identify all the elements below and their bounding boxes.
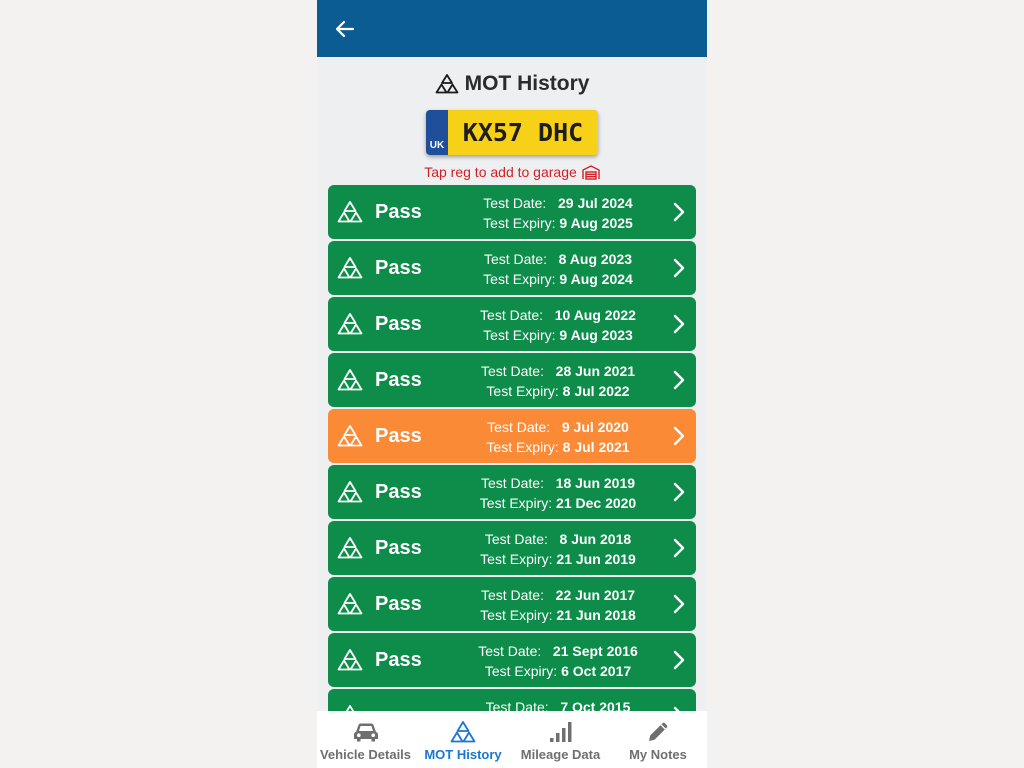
plate-registration: KX57 DHC xyxy=(462,118,584,147)
test-expiry-value: 21 Jun 2018 xyxy=(556,607,636,623)
app-screen xyxy=(317,0,707,768)
test-expiry-value: 21 Dec 2020 xyxy=(556,495,637,511)
test-expiry-value: 8 Jul 2022 xyxy=(562,383,630,399)
mot-tripod-icon xyxy=(337,536,363,560)
test-date-row xyxy=(458,305,658,325)
test-date-label: Test Date: xyxy=(483,195,547,211)
test-date-value: 22 Jun 2017 xyxy=(555,587,636,603)
test-expiry-value: 21 Jun 2019 xyxy=(556,551,636,567)
mot-test-card[interactable] xyxy=(328,689,696,711)
test-result: Pass xyxy=(375,313,422,335)
test-date-row xyxy=(458,249,658,269)
test-date-value: 29 Jul 2024 xyxy=(557,195,633,211)
back-button[interactable] xyxy=(331,15,359,43)
test-date-label: Test Date: xyxy=(478,643,542,659)
test-expiry-label: Test Expiry: xyxy=(486,383,559,399)
mot-test-card[interactable] xyxy=(328,409,696,463)
test-date-label: Test Date: xyxy=(480,363,544,379)
page-title: MOT History xyxy=(464,72,590,95)
mot-tripod-icon xyxy=(337,648,363,672)
test-expiry-row xyxy=(458,213,658,233)
test-expiry-value: 9 Aug 2025 xyxy=(559,215,633,231)
mot-tripod-icon xyxy=(337,424,363,448)
test-date-row xyxy=(458,529,658,549)
test-date-value: 10 Aug 2022 xyxy=(554,307,636,323)
test-expiry-row xyxy=(458,269,658,289)
test-date-label: Test Date: xyxy=(483,251,547,267)
test-date-value: 7 Oct 2015 xyxy=(560,699,631,711)
test-date-row xyxy=(458,361,658,381)
mot-tripod-icon xyxy=(337,368,363,392)
test-date-value: 9 Jul 2020 xyxy=(561,419,629,435)
page-header xyxy=(317,70,707,98)
test-expiry-value: 8 Jul 2021 xyxy=(562,439,630,455)
test-dates xyxy=(458,473,658,513)
mot-tripod-icon xyxy=(337,704,363,711)
mot-test-card[interactable] xyxy=(328,185,696,239)
test-expiry-row xyxy=(458,493,658,513)
test-date-label: Test Date: xyxy=(487,419,551,435)
test-date-value: 28 Jun 2021 xyxy=(555,363,636,379)
test-expiry-label: Test Expiry: xyxy=(484,663,558,679)
test-result: Pass xyxy=(375,537,422,559)
mot-test-card[interactable] xyxy=(328,297,696,351)
mot-tripod-icon xyxy=(337,592,363,616)
test-expiry-label: Test Expiry: xyxy=(480,607,553,623)
chevron-right-icon xyxy=(672,482,686,502)
mot-tripod-icon xyxy=(435,73,459,95)
test-dates xyxy=(458,361,658,401)
nav-label: MOT History xyxy=(424,747,502,762)
mot-tripod-icon xyxy=(448,720,478,744)
test-result: Pass xyxy=(375,481,422,503)
test-dates xyxy=(458,529,658,569)
chevron-right-icon xyxy=(672,314,686,334)
test-date-label: Test Date: xyxy=(484,531,548,547)
test-dates xyxy=(458,417,658,457)
test-date-label: Test Date: xyxy=(485,699,549,711)
test-dates xyxy=(458,641,658,681)
chevron-right-icon xyxy=(672,650,686,670)
test-date-label: Test Date: xyxy=(480,307,544,323)
chevron-right-icon xyxy=(672,538,686,558)
test-date-row xyxy=(458,193,658,213)
pencil-icon xyxy=(643,720,673,744)
test-expiry-label: Test Expiry: xyxy=(479,495,553,511)
test-expiry-row xyxy=(458,381,658,401)
test-expiry-row xyxy=(458,661,658,681)
test-dates xyxy=(458,585,658,625)
chevron-right-icon xyxy=(672,594,686,614)
test-date-value: 8 Jun 2018 xyxy=(559,531,632,547)
nav-label: Mileage Data xyxy=(520,747,601,762)
mot-test-card[interactable] xyxy=(328,241,696,295)
mot-test-card[interactable] xyxy=(328,521,696,575)
mot-tripod-icon xyxy=(337,312,363,336)
chevron-right-icon xyxy=(672,202,686,222)
test-result: Pass xyxy=(375,369,422,391)
nav-label: Vehicle Details xyxy=(319,747,412,762)
test-expiry-row xyxy=(458,325,658,345)
nav-tab-mot-history[interactable] xyxy=(415,711,512,768)
bottom-navigation xyxy=(317,711,707,768)
chevron-right-icon xyxy=(672,370,686,390)
test-result: Pass xyxy=(375,649,422,671)
mot-test-card[interactable] xyxy=(328,577,696,631)
mot-tripod-icon xyxy=(337,480,363,504)
garage-icon xyxy=(582,165,600,180)
car-icon xyxy=(351,720,381,744)
test-date-value: 8 Aug 2023 xyxy=(558,251,633,267)
test-result: Pass xyxy=(375,425,422,447)
test-expiry-label: Test Expiry: xyxy=(483,271,556,287)
chevron-right-icon xyxy=(672,258,686,278)
test-date-row xyxy=(458,641,658,661)
test-expiry-value: 6 Oct 2017 xyxy=(561,663,632,679)
app-bar xyxy=(317,0,707,57)
hint-text: Tap reg to add to garage xyxy=(424,164,577,180)
mot-test-card[interactable] xyxy=(328,465,696,519)
mot-test-card[interactable] xyxy=(328,633,696,687)
test-date-value: 21 Sept 2016 xyxy=(552,643,638,659)
mot-test-card[interactable] xyxy=(328,353,696,407)
test-expiry-row xyxy=(458,437,658,457)
test-date-value: 18 Jun 2019 xyxy=(555,475,636,491)
test-expiry-value: 9 Aug 2023 xyxy=(559,327,633,343)
test-expiry-label: Test Expiry: xyxy=(483,215,556,231)
test-dates xyxy=(458,193,658,233)
chevron-right-icon xyxy=(672,426,686,446)
test-result: Pass xyxy=(375,257,422,279)
registration-plate[interactable] xyxy=(426,110,598,155)
arrow-left-icon xyxy=(335,19,355,39)
test-date-label: Test Date: xyxy=(480,475,544,491)
test-date-row xyxy=(458,417,658,437)
test-date-label: Test Date: xyxy=(480,587,544,603)
mot-tripod-icon xyxy=(337,256,363,280)
mot-tripod-icon xyxy=(337,200,363,224)
test-expiry-value: 9 Aug 2024 xyxy=(559,271,633,287)
signal-bars-icon xyxy=(546,720,576,744)
test-date-row xyxy=(458,473,658,493)
test-expiry-row xyxy=(458,605,658,625)
test-expiry-label: Test Expiry: xyxy=(480,551,553,567)
test-result: Pass xyxy=(375,201,422,223)
test-dates xyxy=(458,249,658,289)
mot-test-list[interactable] xyxy=(328,185,696,711)
nav-tab-vehicle-details[interactable] xyxy=(317,711,414,768)
nav-tab-mileage-data[interactable] xyxy=(512,711,609,768)
test-dates xyxy=(458,305,658,345)
test-date-row xyxy=(458,697,658,711)
plate-country-code: UK xyxy=(429,140,445,151)
test-result: Pass xyxy=(375,593,422,615)
add-to-garage-hint[interactable] xyxy=(317,163,707,181)
test-date-row xyxy=(458,585,658,605)
test-expiry-label: Test Expiry: xyxy=(486,439,559,455)
nav-label: My Notes xyxy=(629,747,687,762)
test-dates xyxy=(458,697,658,711)
test-expiry-row xyxy=(458,549,658,569)
test-expiry-label: Test Expiry: xyxy=(483,327,556,343)
nav-tab-my-notes[interactable] xyxy=(610,711,707,768)
